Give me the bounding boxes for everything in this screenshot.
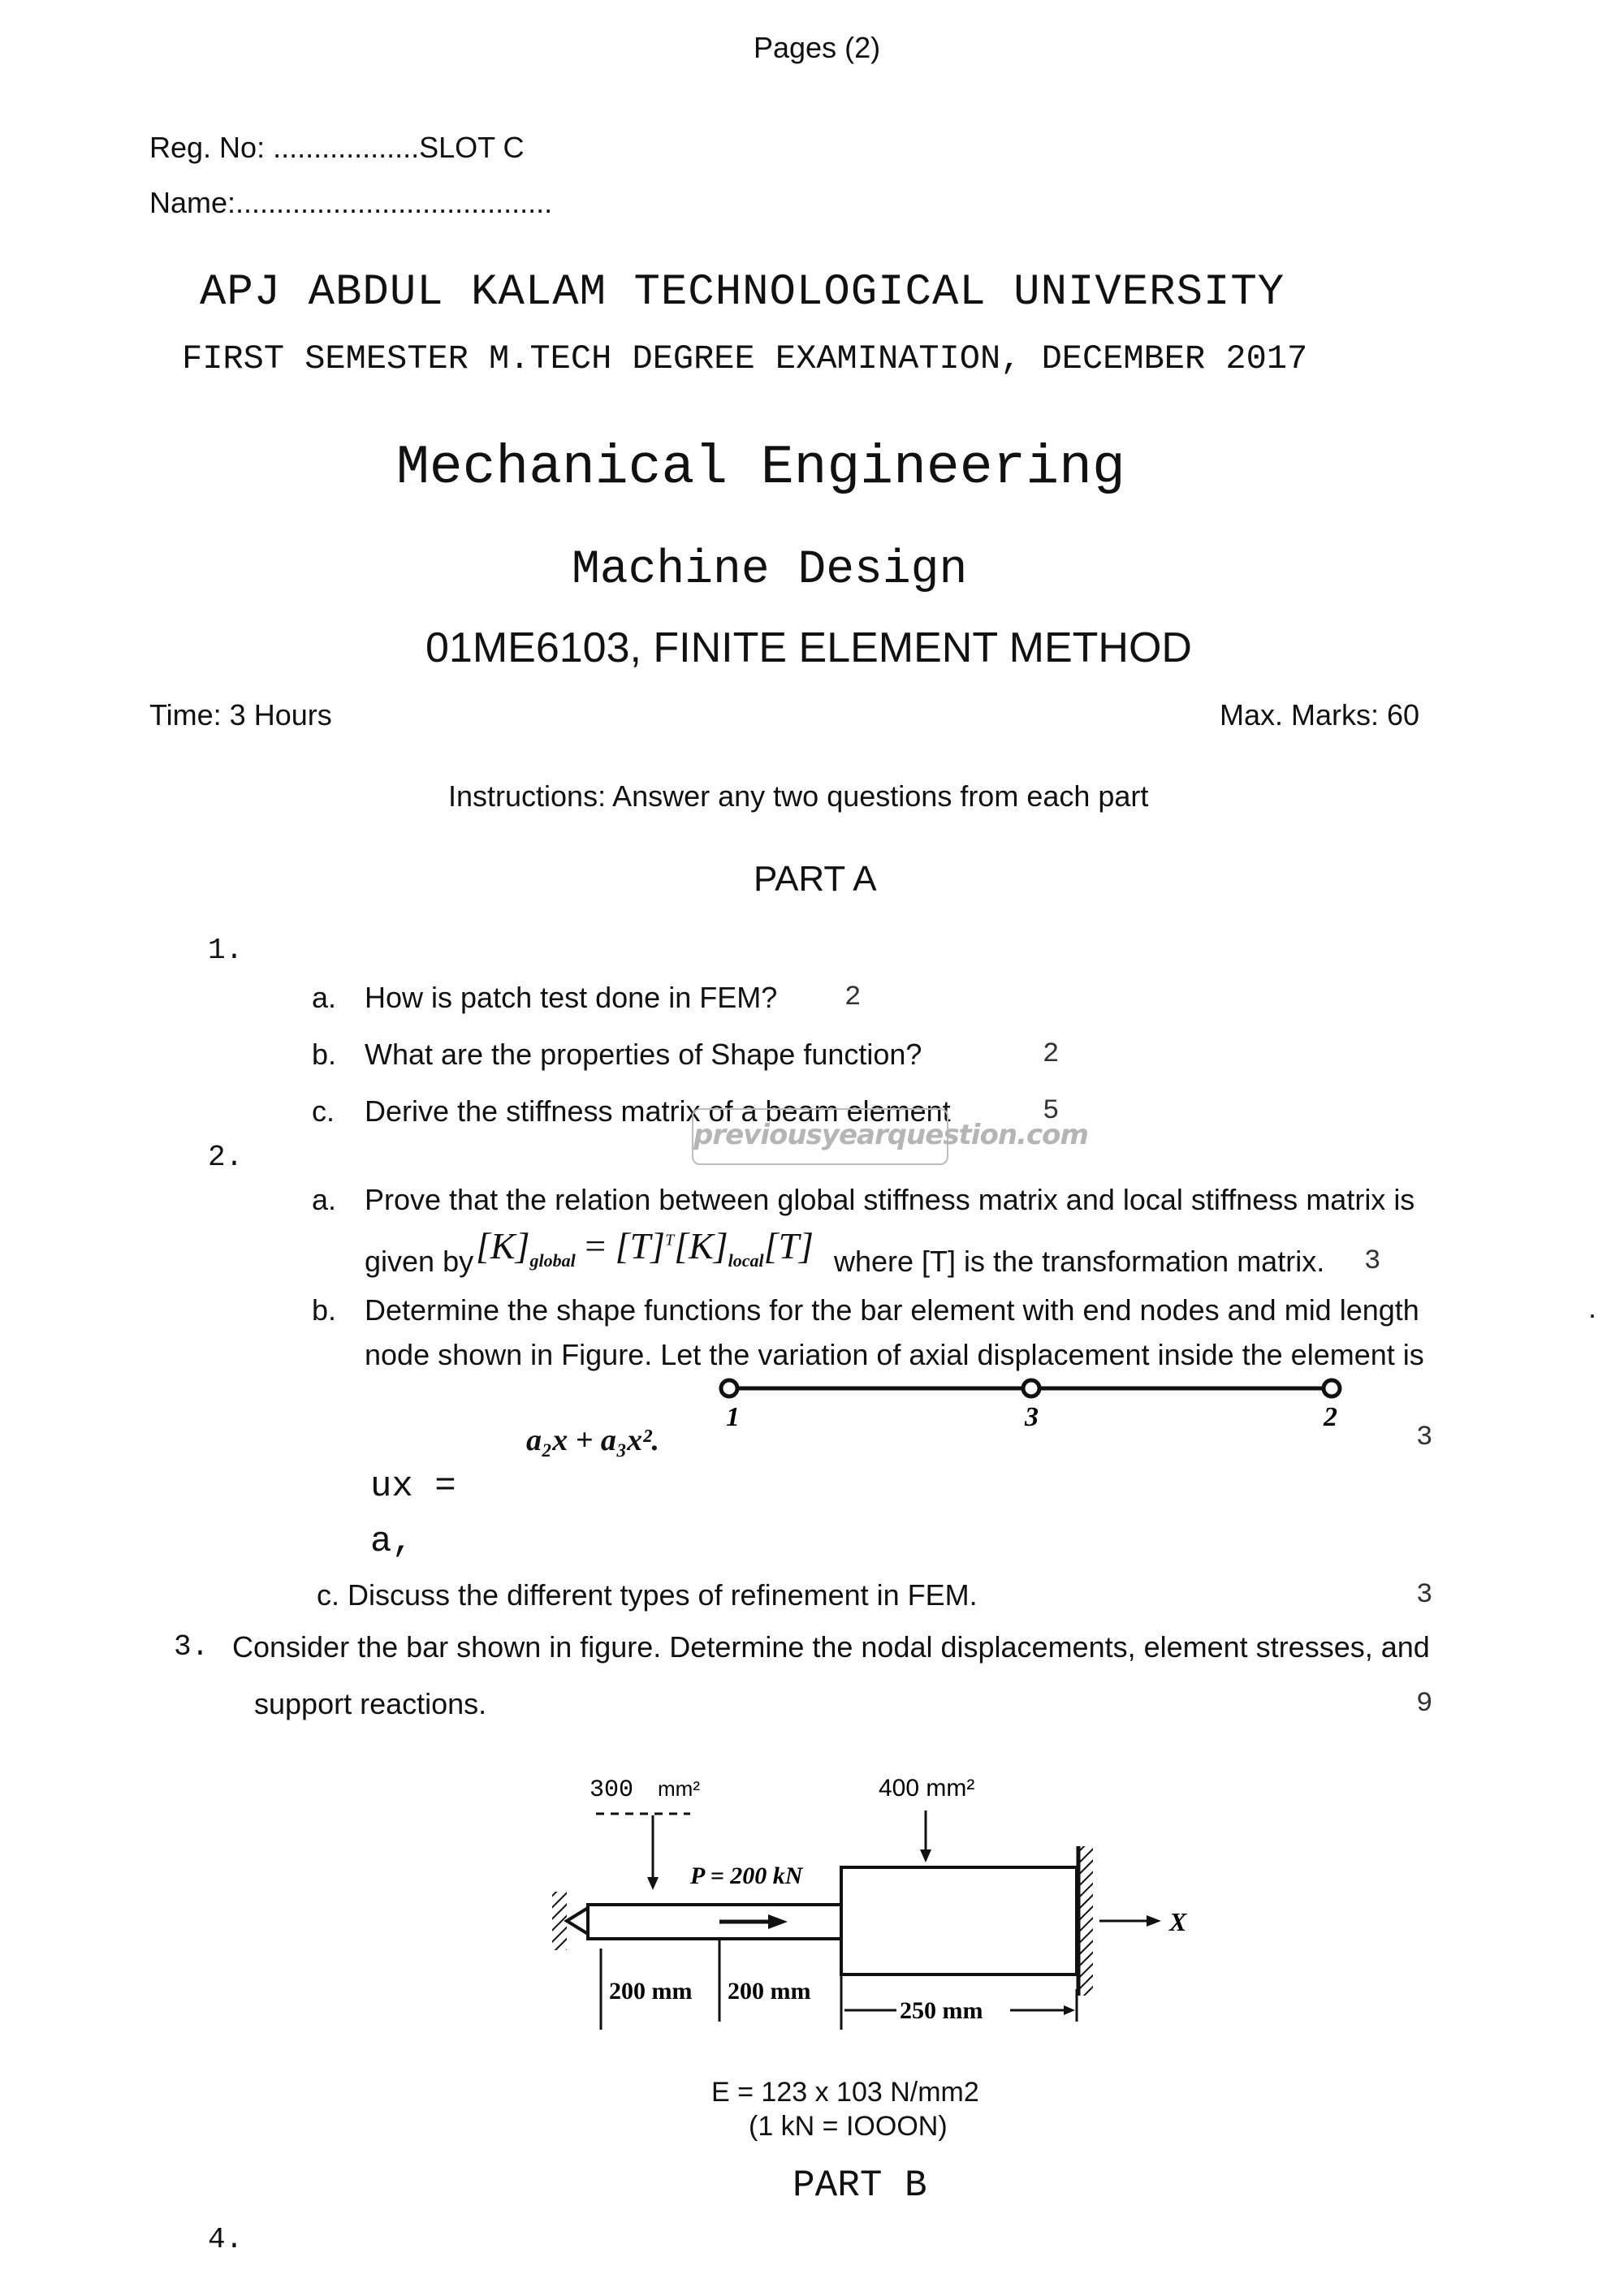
question-1-number: 1. bbox=[208, 934, 244, 967]
q2b-line1: Determine the shape functions for the bar element with end nodes and mid length bbox=[365, 1293, 1419, 1327]
formula-t: [T] bbox=[763, 1225, 814, 1267]
elastic-modulus: E = 123 x 103 N/mm2 bbox=[711, 2077, 979, 2108]
q1b-label: b. bbox=[312, 1038, 337, 1071]
formula-local-subscript: local bbox=[728, 1250, 764, 1271]
node-3-label: 3 bbox=[1025, 1402, 1039, 1432]
page-count: Pages (2) bbox=[754, 31, 881, 64]
area-2-arrowhead bbox=[920, 1849, 931, 1862]
q2a-label: a. bbox=[312, 1183, 337, 1216]
ux-equals: ux = bbox=[370, 1466, 456, 1507]
q1c-marks: 5 bbox=[1043, 1096, 1060, 1127]
x-axis-label: X bbox=[1169, 1907, 1187, 1936]
dim-1-label: 200 mm bbox=[609, 1978, 693, 2005]
node-2 bbox=[1324, 1380, 1340, 1396]
q1b-marks: 2 bbox=[1043, 1039, 1060, 1070]
question-3-number: 3. bbox=[174, 1630, 209, 1664]
area-2-label: 400 mm² bbox=[879, 1775, 975, 1802]
max-marks: Max. Marks: 60 bbox=[1220, 698, 1420, 732]
dim-3-label: 250 mm bbox=[900, 1997, 983, 2024]
pin-support bbox=[567, 1908, 588, 1934]
q1c-text: Derive the stiffness matrix of a beam element bbox=[365, 1094, 951, 1128]
stepped-bar-figure bbox=[536, 1762, 1267, 2038]
q2c-text: c. Discuss the different types of refinement in FEM. bbox=[317, 1578, 978, 1612]
exam-duration: Time: 3 Hours bbox=[149, 698, 332, 732]
formula-t-transpose: [T] bbox=[615, 1225, 666, 1267]
q1a-label: a. bbox=[312, 981, 337, 1014]
node-3 bbox=[1023, 1380, 1039, 1396]
department-title: Mechanical Engineering bbox=[396, 437, 1125, 499]
a-coefficient: a, bbox=[370, 1521, 413, 1562]
watermark-logo: previousyearquestion.com bbox=[692, 1108, 948, 1165]
formula-global-subscript: global bbox=[529, 1250, 576, 1271]
formula-k-global: [K] bbox=[476, 1225, 530, 1267]
q2a-line1: Prove that the relation between global stiffness matrix and local stiffness matrix is bbox=[365, 1183, 1415, 1216]
transformation-formula bbox=[476, 1224, 814, 1273]
q3-line1: Consider the bar shown in figure. Determine the nodal displacements, element stresses, and bbox=[232, 1630, 1430, 1664]
question-4-number: 4. bbox=[208, 2223, 244, 2256]
three-node-bar-figure bbox=[706, 1370, 1356, 1435]
q3-line2: support reactions. bbox=[254, 1687, 487, 1720]
dim-2-label: 200 mm bbox=[728, 1978, 811, 2005]
q1a-text: How is patch test done in FEM? bbox=[365, 981, 778, 1014]
area-1-value: 300 bbox=[590, 1776, 634, 1804]
load-label: P = 200 kN bbox=[690, 1862, 803, 1889]
node-1-label: 1 bbox=[726, 1402, 740, 1432]
formula-transpose-superscript: T bbox=[665, 1231, 675, 1249]
dim-3-arrowhead bbox=[1064, 2005, 1075, 2015]
unit-conversion: (1 kN = IOOON) bbox=[749, 2111, 948, 2142]
exam-title: FIRST SEMESTER M.TECH DEGREE EXAMINATION, DECEMBER 2017 bbox=[182, 339, 1308, 378]
large-bar-section bbox=[841, 1867, 1077, 1974]
area-1-unit: mm² bbox=[658, 1776, 700, 1801]
q2b-line2: node shown in Figure. Let the variation of axial displacement inside the element is bbox=[365, 1338, 1424, 1371]
part-a-heading: PART A bbox=[754, 859, 877, 899]
q2b-label: b. bbox=[312, 1293, 337, 1327]
area-1-arrowhead bbox=[647, 1877, 659, 1890]
course-title: 01ME6103, FINITE ELEMENT METHOD bbox=[425, 624, 1192, 671]
part-b-heading: PART B bbox=[793, 2164, 927, 2207]
q2a-given-by: given by bbox=[365, 1245, 474, 1278]
reg-no-field: Reg. No: ..................SLOT C bbox=[149, 131, 525, 164]
formula-equals: = bbox=[585, 1225, 607, 1267]
q1a-marks: 2 bbox=[844, 982, 862, 1013]
q1b-text: What are the properties of Shape function? bbox=[365, 1038, 922, 1071]
stream-title: Machine Design bbox=[572, 544, 968, 597]
q2a-where: where [T] is the transformation matrix. bbox=[834, 1245, 1325, 1278]
displacement-expression: a₂x + a₃x². bbox=[526, 1423, 660, 1457]
q1c-label: c. bbox=[312, 1094, 335, 1128]
q2c-marks: 3 bbox=[1416, 1580, 1433, 1611]
name-field: Name:....................................... bbox=[149, 186, 553, 219]
q3-marks: 9 bbox=[1416, 1689, 1433, 1720]
formula-k-local: [K] bbox=[674, 1225, 728, 1267]
stray-dot: . bbox=[1588, 1291, 1597, 1324]
q2a-marks: 3 bbox=[1364, 1246, 1381, 1277]
right-wall-hatch bbox=[1080, 1846, 1093, 1996]
instructions: Instructions: Answer any two questions from each part bbox=[448, 779, 1149, 813]
q2b-marks: 3 bbox=[1416, 1422, 1433, 1453]
university-name: APJ ABDUL KALAM TECHNOLOGICAL UNIVERSITY bbox=[200, 268, 1285, 317]
node-1 bbox=[721, 1380, 737, 1396]
node-2-label: 2 bbox=[1324, 1402, 1337, 1432]
question-2-number: 2. bbox=[208, 1141, 244, 1174]
x-axis-arrowhead bbox=[1147, 1915, 1161, 1927]
